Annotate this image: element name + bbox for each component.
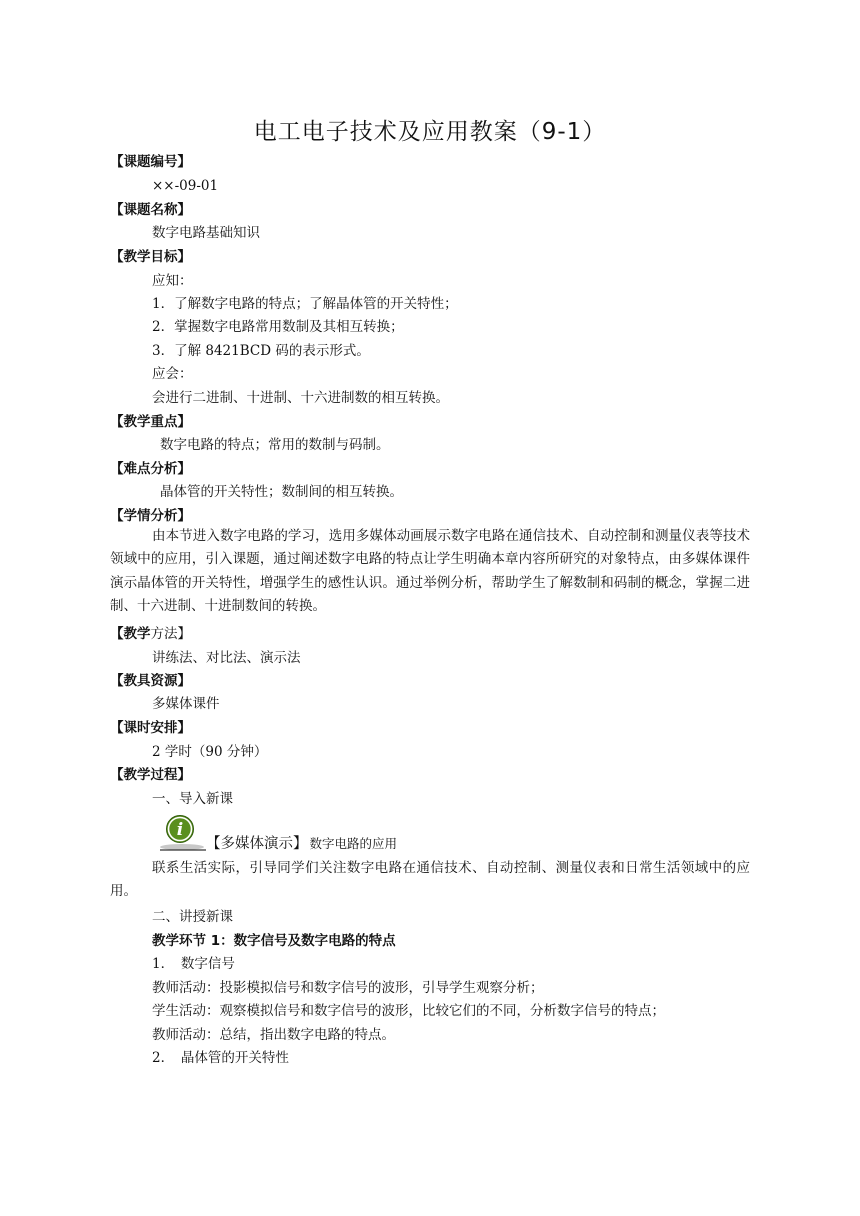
goal-able-item-1: 会进行二进制、十进制、十六进制数的相互转换。 <box>152 390 449 406</box>
section-header-resource: 【教具资源】 <box>110 673 191 689</box>
section-header-method <box>110 625 191 643</box>
difficult-value: 晶体管的开关特性；数制间的相互转换。 <box>160 484 403 500</box>
section-header-process: 【教学过程】 <box>110 767 191 783</box>
section-header-learner: 【学情分析】 <box>110 508 191 524</box>
section-header-name: 【课题名称】 <box>110 202 191 218</box>
subitem-transistor-switch: 2． 晶体管的开关特性 <box>152 1050 289 1066</box>
page-title: 电工电子技术及应用教案（9-1） <box>253 119 607 145</box>
method-header-normal: 方法】 <box>150 626 191 642</box>
method-value: 讲练法、对比法、演示法 <box>152 650 301 666</box>
goal-know: 应知： <box>152 273 193 289</box>
subitem-digital-signal: 1． 数字信号 <box>152 956 235 972</box>
key-value: 数字电路的特点；常用的数制与码制。 <box>160 437 390 453</box>
student-activity-1: 学生活动：观察模拟信号和数字信号的波形，比较它们的不同，分析数字信号的特点； <box>152 1003 665 1019</box>
code-value: ××-09-01 <box>152 178 219 194</box>
media-demo-note: 数字电路的应用 <box>309 836 398 851</box>
teacher-activity-1: 教师活动：投影模拟信号和数字信号的波形，引导学生观察分析； <box>152 980 544 996</box>
resource-value: 多媒体课件 <box>152 696 220 712</box>
media-demo-line <box>206 832 397 853</box>
media-demo-label: 【多媒体演示】 <box>206 836 308 852</box>
name-value: 数字电路基础知识 <box>152 225 260 241</box>
section-header-code: 【课题编号】 <box>110 154 191 170</box>
time-value: 2 学时（90 分钟） <box>152 744 268 760</box>
method-header-bold: 【教学 <box>110 626 151 642</box>
goal-item-1: 1．了解数字电路的特点；了解晶体管的开关特性； <box>152 296 458 312</box>
goal-item-2: 2．掌握数字电路常用数制及其相互转换； <box>152 319 404 335</box>
process-step-2: 二、讲授新课 <box>152 909 233 925</box>
section-header-key: 【教学重点】 <box>110 414 191 430</box>
goal-able: 应会： <box>152 366 193 382</box>
process-intro-paragraph: 联系生活实际，引导同学们关注数字电路在通信技术、自动控制、测量仪表和日常生活领域中的应用。 <box>110 860 750 900</box>
svg-text:i: i <box>176 820 184 840</box>
learner-paragraph: 由本节进入数字电路的学习，选用多媒体动画展示数字电路在通信技术、自动控制和测量仪表等技术领域中的应用，引入课题，通过阐述数字电路的特点让学生明确本章内容所研究的对象特点，由多媒体课件演示晶体管的开关特性，增强学生的感性认识。通过举例分析，帮助学生了解数制和码制的概念，掌握二进制、十六进制、十进制数间的转换。 <box>110 528 750 615</box>
info-icon <box>160 812 208 852</box>
teacher-activity-2: 教师活动：总结，指出数字电路的特点。 <box>152 1027 395 1043</box>
process-step-1: 一、导入新课 <box>152 791 233 807</box>
teaching-step-1: 教学环节 1：数字信号及数字电路的特点 <box>152 933 396 949</box>
section-header-difficult: 【难点分析】 <box>110 461 191 477</box>
section-header-goal: 【教学目标】 <box>110 249 191 265</box>
section-header-time: 【课时安排】 <box>110 720 191 736</box>
goal-item-3: 3．了解 8421BCD 码的表示形式。 <box>152 343 370 359</box>
